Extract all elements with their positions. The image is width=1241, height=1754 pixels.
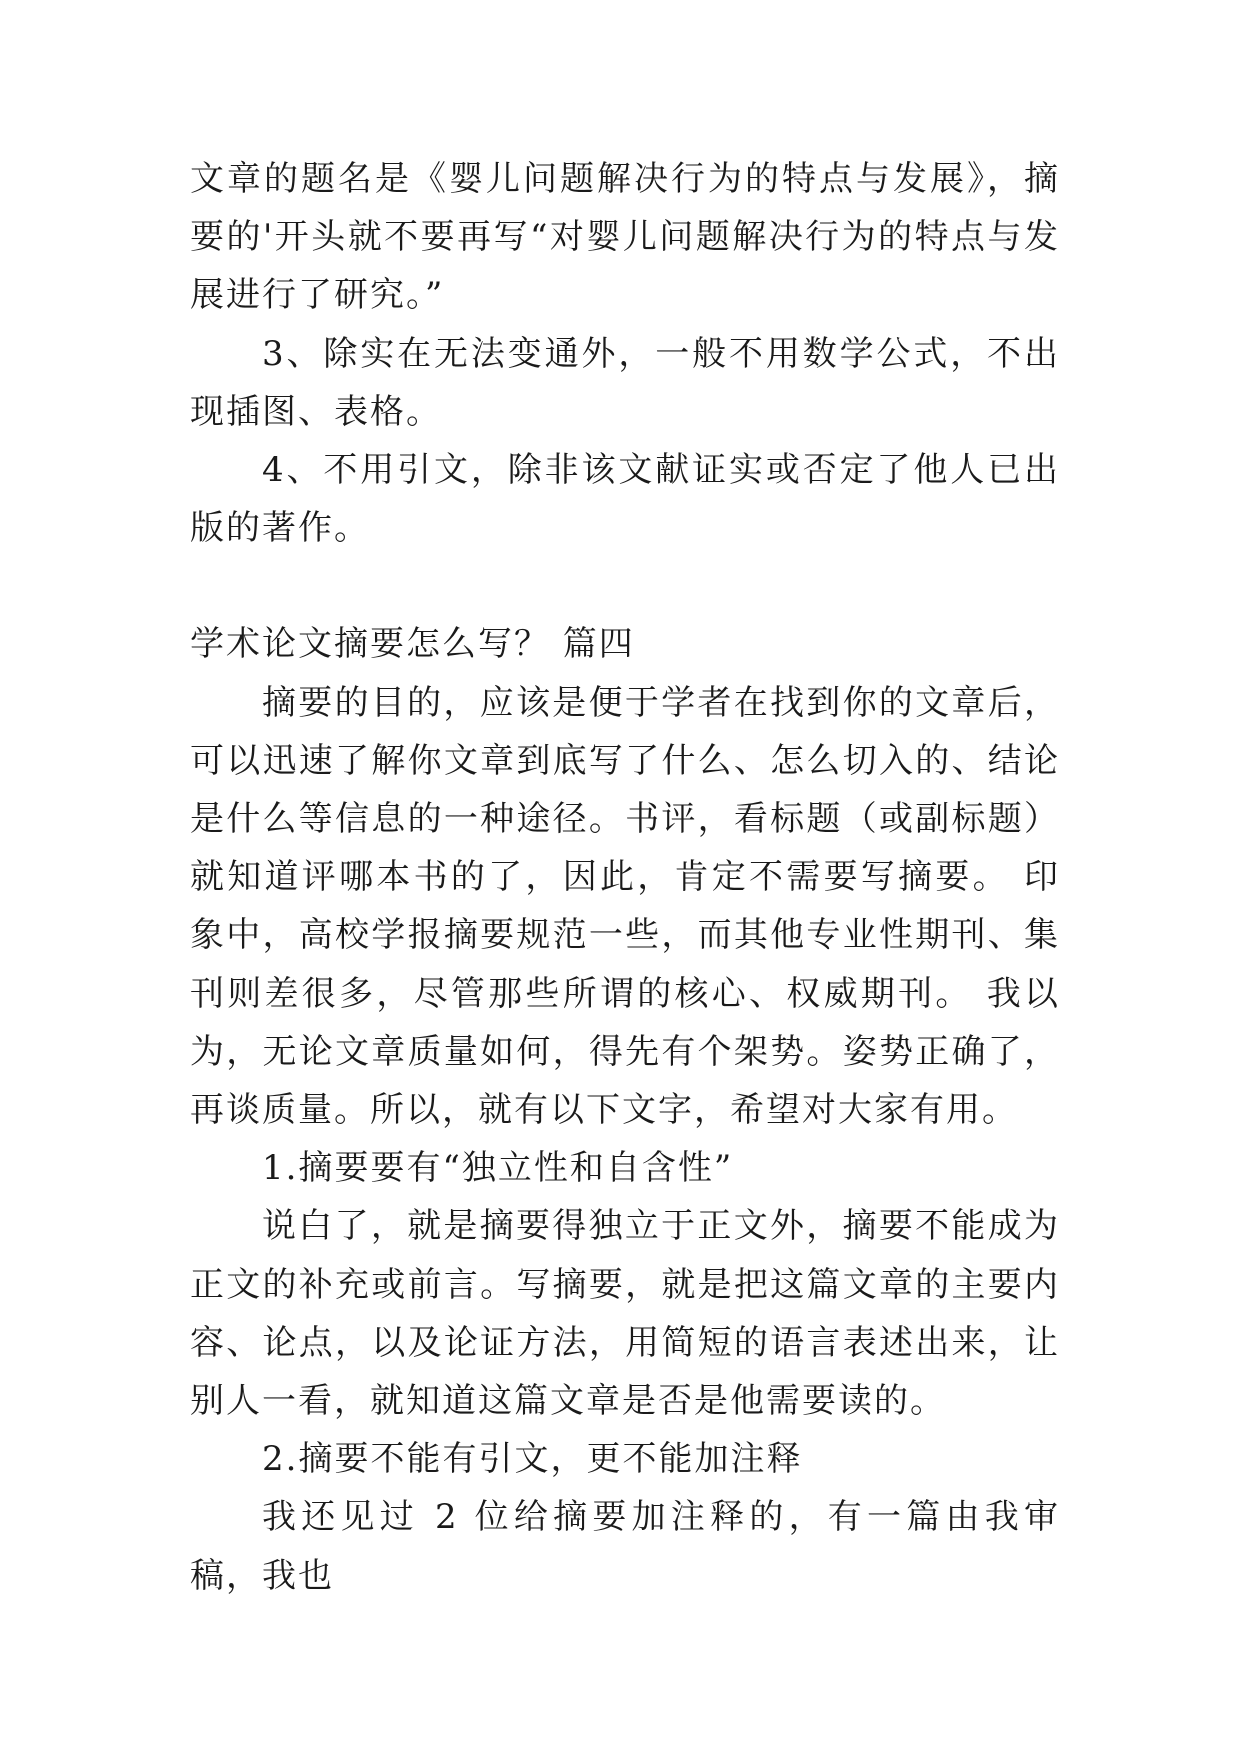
rule-4-paragraph: 4、不用引文，除非该文献证实或否定了他人已出版的著作。: [190, 450, 1060, 549]
point-2-body: 我还见过 2 位给摘要加注释的，有一篇由我审稿，我也: [190, 1497, 1060, 1596]
point-1-body: 说白了，就是摘要得独立于正文外，摘要不能成为正文的补充或前言。写摘要，就是把这篇文章的主要内容、论点，以及论证方法，用简短的语言表述出来，让别人一看，就知道这篇文章是否是他需要读的。: [190, 1206, 1060, 1422]
point-2-title: 2.摘要不能有引文，更不能加注释: [262, 1439, 803, 1480]
document-body: [190, 150, 1060, 1605]
rule-3-paragraph: 3、除实在无法变通外，一般不用数学公式，不出现插图、表格。: [190, 333, 1060, 432]
intro-paragraph: 摘要的目的，应该是便于学者在找到你的文章后，可以迅速了解你文章到底写了什么、怎么切入的、结论是什么等信息的一种途径。书评，看标题（或副标题）就知道评哪本书的了，因此，肯定不需要写摘要。 印象中，高校学报摘要规范一些，而其他专业性期刊、集刊则差很多，尽管那些所谓的核心、权威期刊。 我以为，无论文章质量如何，得先有个架势。姿势正确了，再谈质量。所以，就有以下文字，希望对大家有用。: [190, 682, 1060, 1131]
point-1-title: 1.摘要要有“独立性和自含性”: [262, 1148, 734, 1189]
section-heading: 学术论文摘要怎么写？ 篇四: [190, 624, 635, 665]
continuation-paragraph: 文章的题名是《婴儿问题解决行为的特点与发展》，摘要的'开头就不要再写“对婴儿问题解决行为的特点与发展进行了研究。”: [190, 159, 1060, 316]
